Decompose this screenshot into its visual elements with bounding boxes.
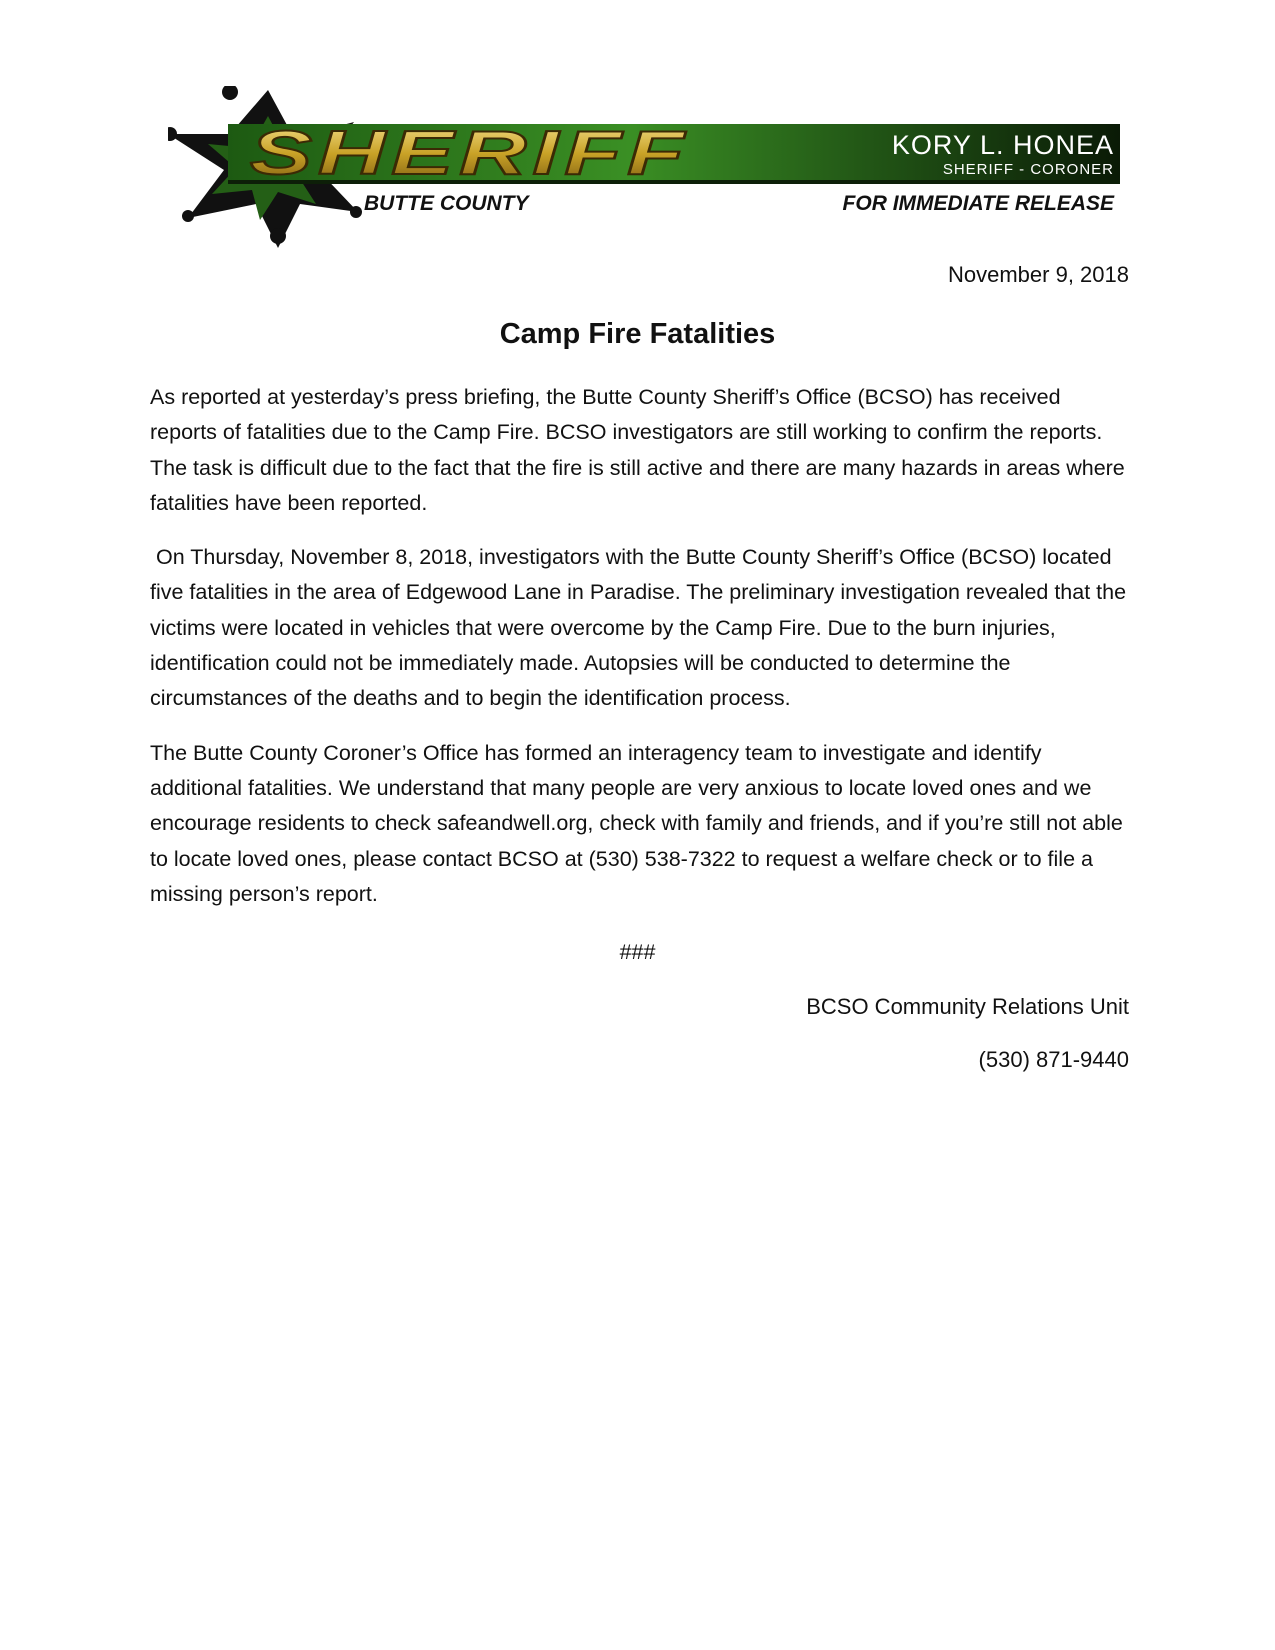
agency-word: SHERIFF: [250, 119, 690, 188]
release-label: FOR IMMEDIATE RELEASE: [842, 192, 1114, 215]
paragraph-2: On Thursday, November 8, 2018, investigators with the Butte County Sheriff’s Office (BCSO) located five fatalities in the area of Edgewood Lane in Paradise. The preliminary investigation revealed that the victims were located in vehicles that were overcome by the Camp Fire. Due to the burn injuries, identification could not be immediately made. Autopsies will be conducted to determine the circumstances of the deaths and to begin the identification process.: [150, 545, 1133, 711]
sheriff-name: KORY L. HONEA: [891, 130, 1114, 160]
paragraph-1: As reported at yesterday’s press briefing, the Butte County Sheriff’s Office (BCSO) has received reports of fatalities due to the Camp Fire. BCSO investigators are still working to confirm the reports. The task is difficult due to the fact that the fire is still active and there are many hazards in areas where fatalities have been reported.: [150, 385, 1125, 515]
paragraph-3: The Butte County Coroner’s Office has formed an interagency team to investigate and identify additional fatalities. We understand that many people are very anxious to locate loved ones and we encourage residents to check safeandwell.org, check with family and friends, and if you’re still not able to locate loved ones, please contact BCSO at (530) 538-7322 to request a welfare check or to file a missing person’s report.: [150, 740, 1123, 906]
page-title: Camp Fire Fatalities: [499, 318, 776, 350]
release-date: November 9, 2018: [948, 262, 1129, 287]
signoff-phone: (530) 871-9440: [978, 1047, 1129, 1072]
letterhead-banner: [168, 86, 1120, 248]
sheriff-title: SHERIFF - CORONER: [942, 161, 1114, 178]
signoff-unit: BCSO Community Relations Unit: [806, 994, 1129, 1019]
end-mark: ###: [619, 940, 656, 964]
county-name: BUTTE COUNTY: [364, 192, 529, 215]
release-body: [150, 380, 1133, 931]
